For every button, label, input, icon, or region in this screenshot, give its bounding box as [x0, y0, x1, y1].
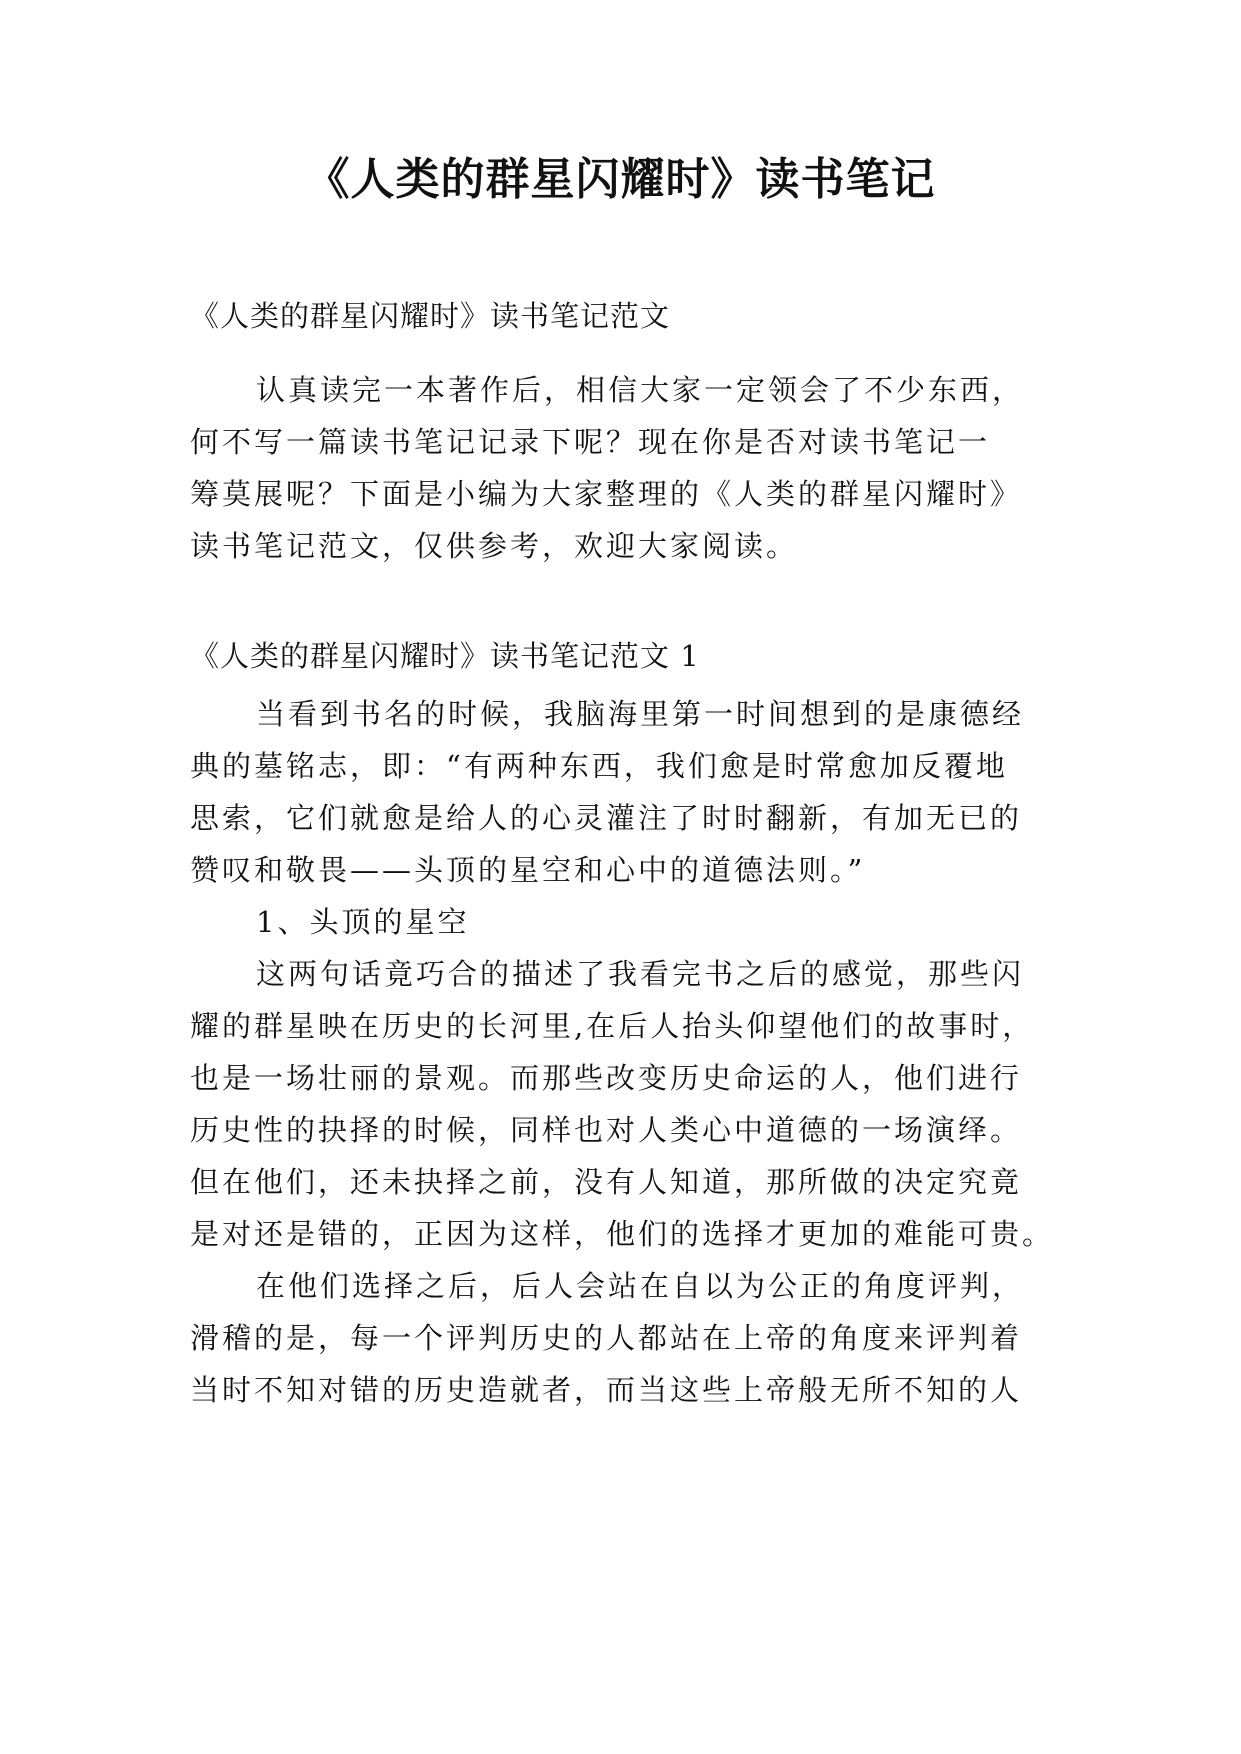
para1-line: 赞叹和敬畏——头顶的星空和心中的道德法则。”	[190, 853, 866, 887]
para2-line: 耀的群星映在历史的长河里,在后人抬头仰望他们的故事时，	[190, 1009, 1035, 1043]
section-heading: 《人类的群星闪耀时》读书笔记范文 1	[190, 639, 700, 673]
document-title: 《人类的群星闪耀时》读书笔记	[305, 154, 936, 205]
para3-line: 滑稽的是，每一个评判历史的人都站在上帝的角度来评判着	[190, 1321, 1023, 1355]
para2-line: 这两句话竟巧合的描述了我看完书之后的感觉，那些闪	[256, 957, 1025, 991]
intro-line: 认真读完一本著作后，相信大家一定领会了不少东西，	[256, 373, 1025, 407]
para2-line: 历史性的抉择的时候，同样也对人类心中道德的一场演绎。	[190, 1113, 1023, 1147]
subheading: 1、头顶的星空	[256, 905, 470, 939]
para3-line: 在他们选择之后，后人会站在自以为公正的角度评判，	[256, 1269, 1025, 1303]
intro-line: 筹莫展呢？下面是小编为大家整理的《人类的群星闪耀时》	[190, 477, 1023, 511]
para1-line: 当看到书名的时候，我脑海里第一时间想到的是康德经	[256, 697, 1025, 731]
intro-line: 何不写一篇读书笔记记录下呢？现在你是否对读书笔记一	[190, 425, 991, 459]
intro-line: 读书笔记范文，仅供参考，欢迎大家阅读。	[190, 529, 799, 563]
para3-line: 当时不知对错的历史造就者，而当这些上帝般无所不知的人	[190, 1373, 1023, 1407]
para2-line: 但在他们，还未抉择之前，没有人知道，那所做的决定究竟	[190, 1165, 1023, 1199]
document-subtitle: 《人类的群星闪耀时》读书笔记范文	[190, 299, 671, 333]
para2-line: 也是一场壮丽的景观。而那些改变历史命运的人，他们进行	[190, 1061, 1023, 1095]
para1-line: 思索，它们就愈是给人的心灵灌注了时时翻新，有加无已的	[190, 801, 1023, 835]
para1-line: 典的墓铭志，即：“有两种东西，我们愈是时常愈加反覆地	[190, 749, 1008, 783]
para2-line: 是对还是错的，正因为这样，他们的选择才更加的难能可贵。	[190, 1217, 1055, 1251]
